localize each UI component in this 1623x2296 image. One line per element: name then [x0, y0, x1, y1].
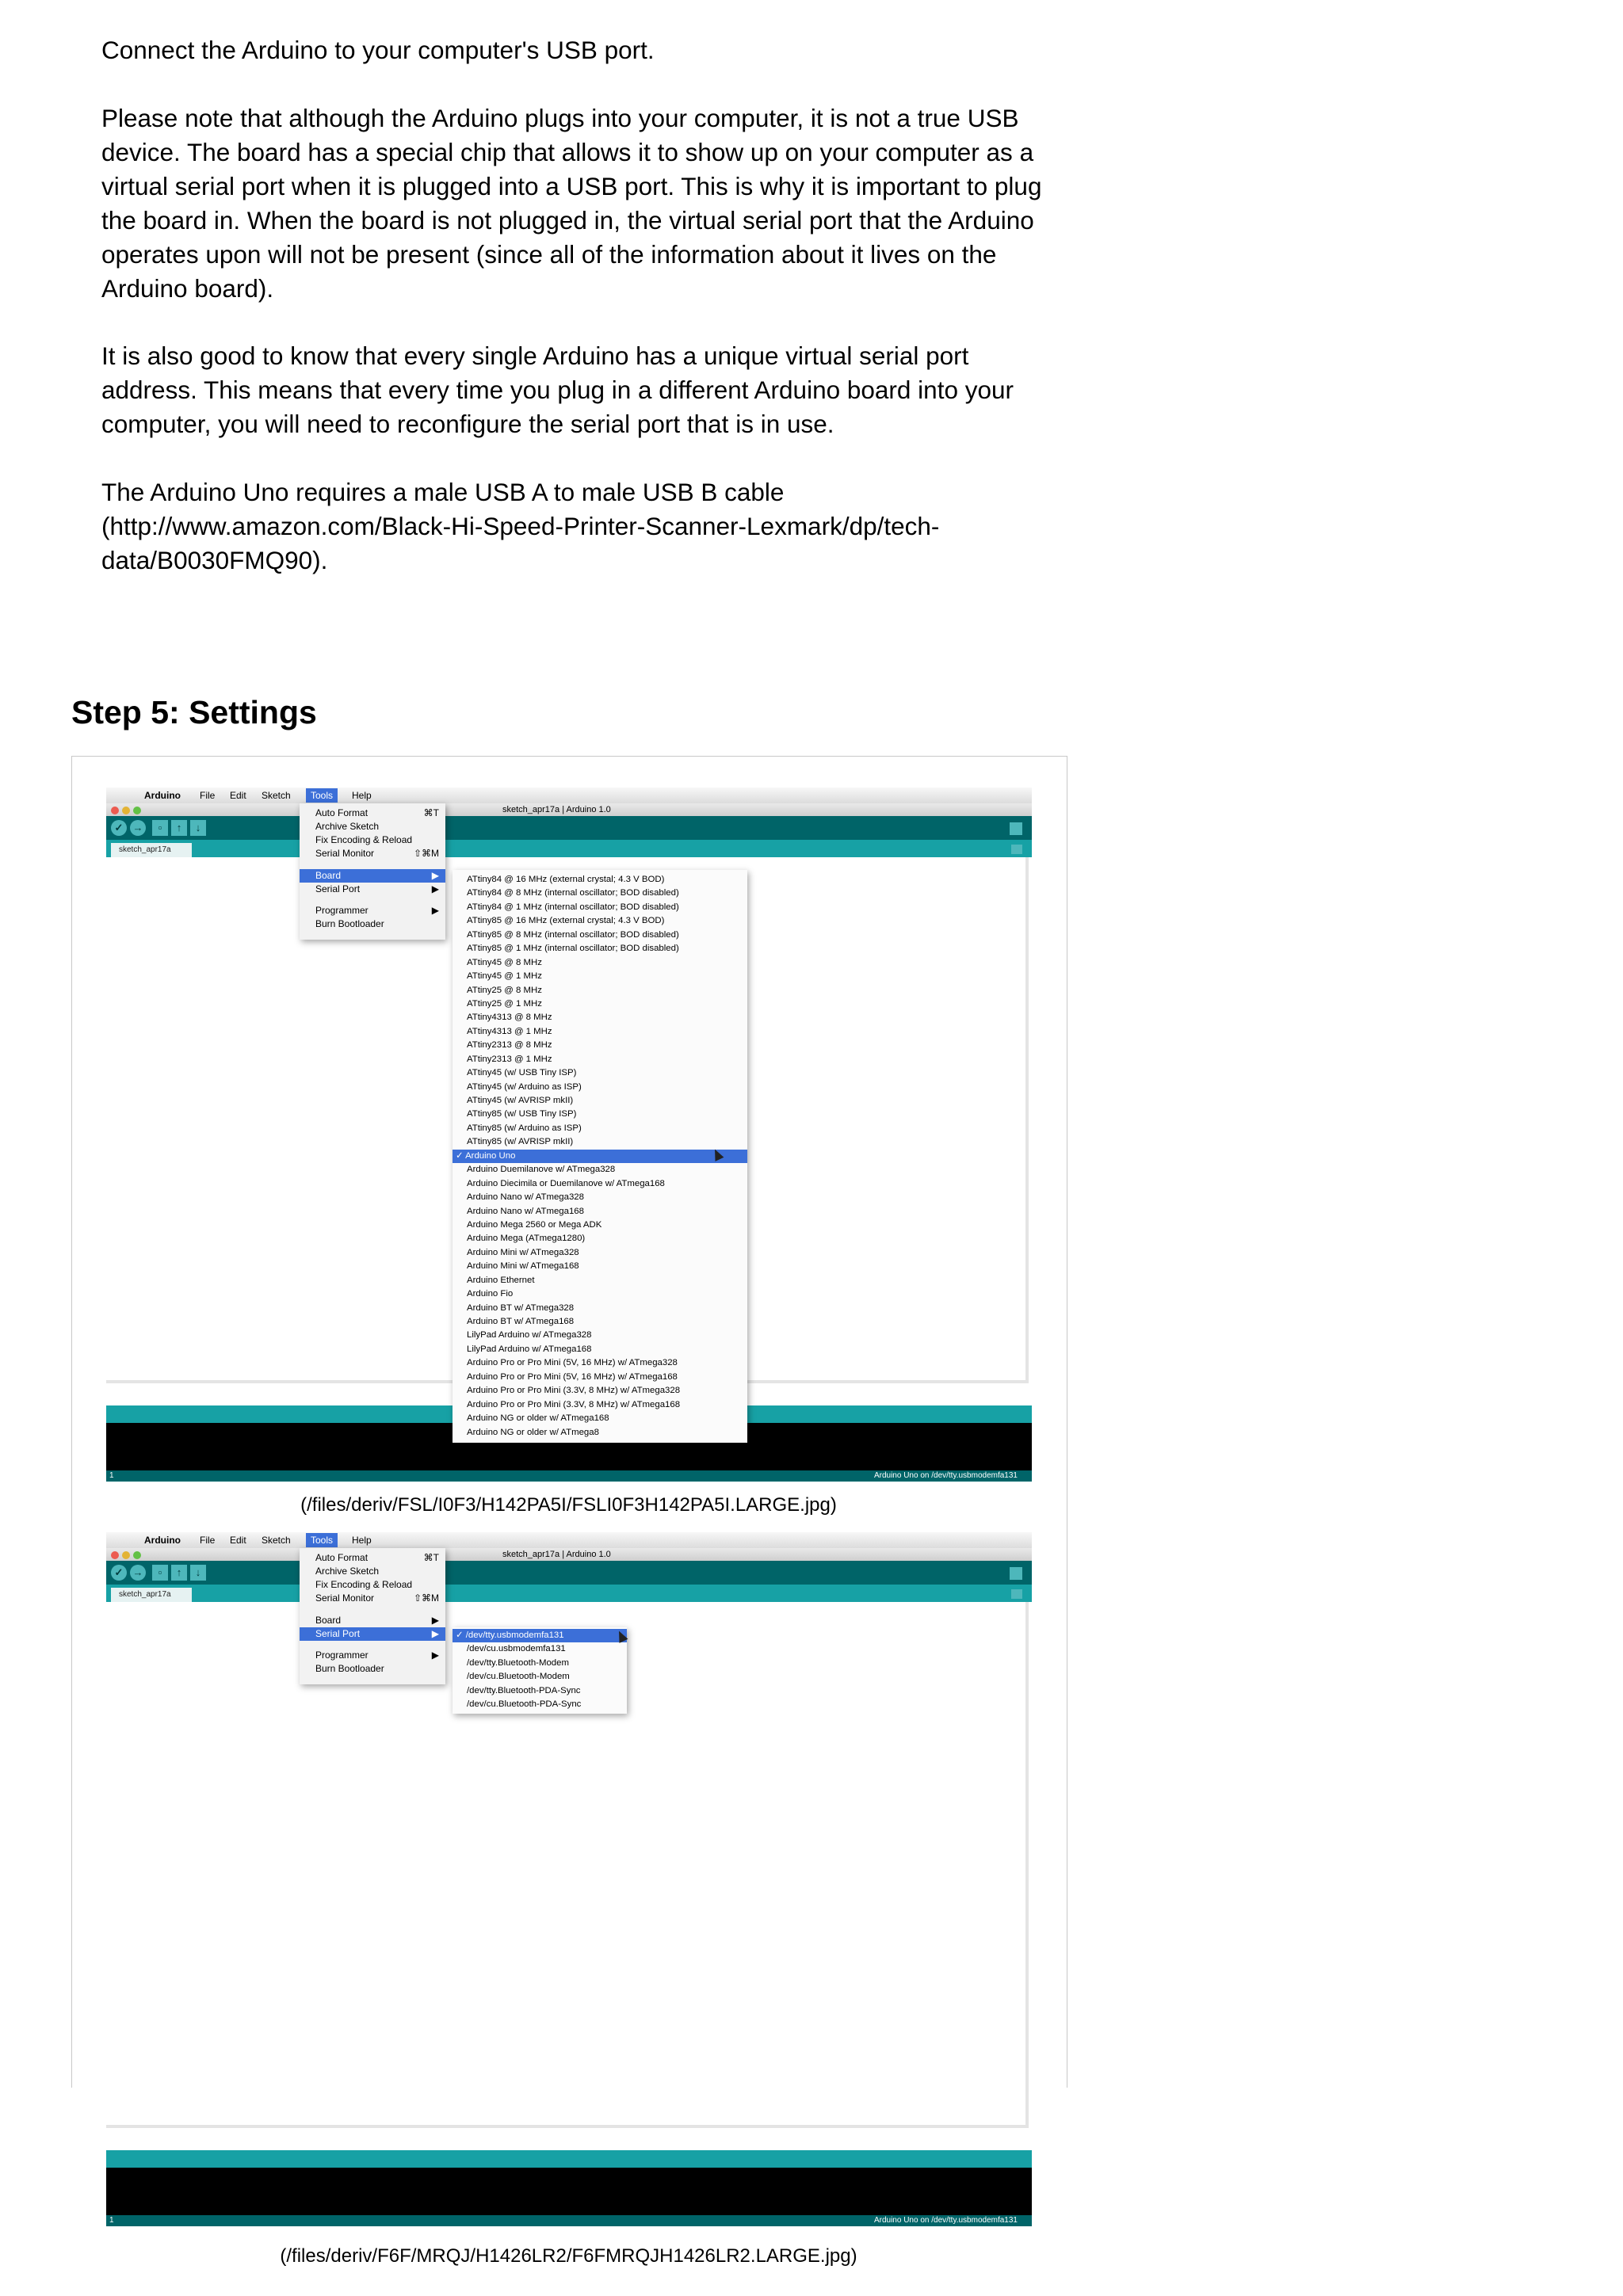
board-menu-item[interactable]: ATtiny84 @ 8 MHz (internal oscillator; BOD disabled)	[467, 888, 679, 898]
tab-row	[106, 840, 1032, 857]
board-menu-item[interactable]: Arduino Mini w/ ATmega328	[467, 1247, 579, 1257]
open-sketch-button[interactable]: ↑	[171, 1565, 187, 1581]
board-menu-item[interactable]: ATtiny4313 @ 8 MHz	[467, 1013, 552, 1023]
paragraph-connect: Connect the Arduino to your computer's USB port.	[101, 36, 655, 64]
submenu-arrow-icon: ▶	[431, 870, 439, 881]
menu-item-archive-sketch[interactable]: Archive Sketch	[315, 1566, 380, 1577]
mac-menubar	[106, 788, 1032, 804]
image-caption-1[interactable]: (/files/deriv/FSL/I0F3/H142PA5I/FSLI0F3H142PA5I.LARGE.jpg)	[300, 1494, 837, 1516]
board-menu-item[interactable]: Arduino Mega (ATmega1280)	[467, 1234, 586, 1244]
paragraph-serial-address: It is also good to know that every single Arduino has a unique virtual serial port address. This means that every time you plug in a different Arduino board into your computer, you will need to reconfigure the serial port that is in use.	[101, 341, 1014, 438]
board-menu-item[interactable]: ATtiny45 (w/ USB Tiny ISP)	[467, 1068, 577, 1078]
board-menu-item[interactable]: Arduino Nano w/ ATmega328	[467, 1192, 584, 1203]
board-menu-item[interactable]: Arduino NG or older w/ ATmega168	[467, 1413, 609, 1424]
upload-button[interactable]: →	[130, 1565, 146, 1581]
verify-button[interactable]: ✓	[111, 1565, 127, 1581]
menu-item-fix-encoding[interactable]: Fix Encoding & Reload	[315, 834, 413, 845]
submenu-arrow-icon: ▶	[431, 905, 439, 916]
board-menu-item[interactable]: Arduino Pro or Pro Mini (5V, 16 MHz) w/ ATmega328	[467, 1358, 678, 1368]
arduino-toolbar	[106, 1561, 1032, 1585]
menu-item-programmer[interactable]: Programmer ▶	[315, 1650, 439, 1661]
submenu-arrow-icon: ▶	[431, 1628, 439, 1639]
menu-item-programmer[interactable]: Programmer ▶	[315, 905, 439, 916]
menu-item-fix-encoding[interactable]: Fix Encoding & Reload	[315, 1579, 413, 1590]
tab-sketch[interactable]: sketch_apr17a	[111, 1588, 192, 1602]
arduino-screenshot-board	[106, 788, 1032, 1489]
board-menu-item[interactable]: ATtiny85 @ 8 MHz (internal oscillator; BOD disabled)	[467, 929, 679, 940]
submenu-arrow-icon: ▶	[431, 1650, 439, 1661]
status-bar	[106, 2150, 1032, 2168]
minimize-window-icon[interactable]	[122, 1551, 130, 1559]
board-menu-item[interactable]: ATtiny84 @ 16 MHz (external crystal; 4.3 V BOD)	[467, 875, 665, 884]
board-menu-item[interactable]: ATtiny4313 @ 1 MHz	[467, 1026, 552, 1036]
board-menu-item[interactable]: ATtiny2313 @ 1 MHz	[467, 1054, 552, 1064]
window-title: sketch_apr17a | Arduino 1.0	[502, 805, 611, 814]
menu-item-serial-port[interactable]: Serial Port ▶	[315, 883, 439, 894]
image-caption-2[interactable]: (/files/deriv/F6F/MRQJ/H1426LR2/F6FMRQJH1426LR2.LARGE.jpg)	[280, 2245, 857, 2267]
board-menu-item[interactable]: Arduino Mini w/ ATmega168	[467, 1261, 579, 1272]
menu-sketch[interactable]: Sketch	[262, 790, 291, 801]
board-menu-item[interactable]: ATtiny85 (w/ Arduino as ISP)	[467, 1123, 582, 1133]
window-titlebar	[106, 803, 1032, 816]
menu-item-serial-port[interactable]: Serial Port ▶	[300, 1627, 445, 1641]
window-titlebar	[106, 1548, 1032, 1561]
menu-item-archive-sketch[interactable]: Archive Sketch	[315, 821, 380, 832]
tools-menu	[300, 803, 445, 940]
menu-tools[interactable]: Tools	[306, 788, 338, 803]
tab-row	[106, 1585, 1032, 1602]
board-menu-item[interactable]: Arduino Ethernet	[467, 1275, 535, 1285]
board-menu-item[interactable]: Arduino Fio	[467, 1289, 514, 1299]
board-menu-item[interactable]: Arduino BT w/ ATmega168	[467, 1317, 575, 1326]
board-menu-item[interactable]: Arduino Duemilanove w/ ATmega328	[467, 1165, 616, 1175]
menu-arduino[interactable]: Arduino	[144, 790, 181, 801]
close-window-icon[interactable]	[111, 1551, 119, 1559]
board-menu-item[interactable]: LilyPad Arduino w/ ATmega168	[467, 1344, 592, 1354]
serial-monitor-icon[interactable]	[1010, 1567, 1022, 1580]
serial-port-submenu	[453, 1627, 627, 1714]
menu-item-burn-bootloader[interactable]: Burn Bootloader	[315, 918, 384, 929]
board-menu-item[interactable]: Arduino Pro or Pro Mini (5V, 16 MHz) w/ ATmega168	[467, 1371, 678, 1382]
menu-file[interactable]: File	[200, 1535, 216, 1546]
menu-help[interactable]: Help	[352, 790, 372, 801]
line-number: 1	[109, 1471, 114, 1480]
serial-port-menu-item[interactable]: /dev/tty.Bluetooth-Modem	[467, 1657, 569, 1668]
serial-port-menu-item[interactable]: ✓ /dev/tty.usbmodemfa131	[453, 1629, 627, 1642]
window-title: sketch_apr17a | Arduino 1.0	[502, 1550, 611, 1559]
step-title: Step 5: Settings	[71, 694, 317, 730]
board-menu-item[interactable]: ATtiny45 @ 8 MHz	[467, 957, 542, 967]
menu-file[interactable]: File	[200, 790, 216, 801]
serial-port-menu-item[interactable]: /dev/cu.Bluetooth-Modem	[467, 1672, 570, 1682]
menu-arduino[interactable]: Arduino	[144, 1535, 181, 1546]
save-sketch-button[interactable]: ↓	[190, 1565, 206, 1581]
verify-button[interactable]: ✓	[111, 820, 127, 836]
board-menu-item[interactable]: ATtiny25 @ 8 MHz	[467, 985, 542, 995]
paragraph-cable: The Arduino Uno requires a male USB A to male USB B cable (http://www.amazon.com/Black-Hi-Speed-Printer-Scanner-Lexmark/dp/tech-data/B0030FMQ90).	[101, 478, 940, 574]
board-submenu	[453, 870, 747, 1443]
serial-port-menu-item[interactable]: /dev/cu.Bluetooth-PDA-Sync	[467, 1699, 582, 1710]
arduino-screenshot-serial-port	[106, 1532, 1032, 2234]
console-area	[106, 2168, 1032, 2215]
board-menu-item[interactable]: Arduino Pro or Pro Mini (3.3V, 8 MHz) w/ ATmega328	[467, 1386, 681, 1396]
serial-port-menu-item[interactable]: /dev/tty.Bluetooth-PDA-Sync	[467, 1685, 581, 1695]
board-port-info: Arduino Uno on /dev/tty.usbmodemfa131	[873, 1471, 1018, 1480]
menu-item-board[interactable]: Board ▶	[300, 869, 445, 883]
board-menu-item[interactable]: Arduino NG or older w/ ATmega8	[467, 1427, 599, 1437]
menu-item-serial-monitor[interactable]: Serial Monitor ⇧⌘M	[315, 848, 439, 859]
menu-edit[interactable]: Edit	[230, 790, 246, 801]
mac-menubar	[106, 1532, 1032, 1549]
board-menu-item[interactable]: ATtiny45 (w/ Arduino as ISP)	[467, 1081, 582, 1092]
board-menu-item[interactable]: ATtiny85 (w/ USB Tiny ISP)	[467, 1109, 577, 1119]
menu-sketch[interactable]: Sketch	[262, 1535, 291, 1546]
line-number: 1	[109, 2216, 114, 2225]
board-port-info: Arduino Uno on /dev/tty.usbmodemfa131	[873, 2216, 1018, 2225]
board-menu-item[interactable]: ATtiny45 @ 1 MHz	[467, 971, 542, 982]
menu-item-serial-monitor[interactable]: Serial Monitor ⇧⌘M	[315, 1592, 439, 1604]
board-menu-item[interactable]: Arduino Nano w/ ATmega168	[467, 1206, 584, 1216]
zoom-window-icon[interactable]	[133, 1551, 141, 1559]
new-sketch-button[interactable]: ▫	[152, 1565, 168, 1581]
menu-item-auto-format[interactable]: Auto Format ⌘T	[315, 1552, 439, 1563]
board-menu-item[interactable]: Arduino Mega 2560 or Mega ADK	[467, 1219, 602, 1230]
board-menu-item[interactable]: ATtiny85 @ 16 MHz (external crystal; 4.3 V BOD)	[467, 916, 665, 926]
footer-bar	[106, 1470, 1032, 1482]
tools-menu	[300, 1548, 445, 1684]
menu-item-auto-format[interactable]: Auto Format ⌘T	[315, 807, 439, 818]
tab-menu-icon[interactable]	[1011, 1589, 1022, 1599]
board-menu-item[interactable]: ATtiny45 (w/ AVRISP mkII)	[467, 1096, 574, 1105]
save-sketch-button[interactable]: ↓	[190, 820, 206, 836]
open-sketch-button[interactable]: ↑	[171, 820, 187, 836]
board-menu-item[interactable]: ATtiny84 @ 1 MHz (internal oscillator; BOD disabled)	[467, 902, 679, 912]
serial-port-menu-item[interactable]: /dev/cu.usbmodemfa131	[467, 1644, 566, 1654]
upload-button[interactable]: →	[130, 820, 146, 836]
menu-item-burn-bootloader[interactable]: Burn Bootloader	[315, 1663, 384, 1674]
arduino-toolbar	[106, 816, 1032, 840]
menu-help[interactable]: Help	[352, 1535, 372, 1546]
board-menu-item[interactable]: ATtiny85 (w/ AVRISP mkII)	[467, 1137, 574, 1147]
board-menu-item[interactable]: LilyPad Arduino w/ ATmega328	[467, 1330, 592, 1341]
board-menu-item[interactable]: ATtiny25 @ 1 MHz	[467, 998, 542, 1009]
zoom-window-icon[interactable]	[133, 807, 141, 814]
board-menu-item[interactable]: Arduino Diecimila or Duemilanove w/ ATmega168	[467, 1178, 665, 1188]
serial-monitor-icon[interactable]	[1010, 822, 1022, 835]
tab-menu-icon[interactable]	[1011, 845, 1022, 854]
minimize-window-icon[interactable]	[122, 807, 130, 814]
submenu-arrow-icon: ▶	[431, 883, 439, 894]
tab-sketch[interactable]: sketch_apr17a	[111, 843, 192, 857]
board-menu-item[interactable]: ATtiny2313 @ 8 MHz	[467, 1040, 552, 1051]
board-menu-item[interactable]: Arduino Pro or Pro Mini (3.3V, 8 MHz) w/ ATmega168	[467, 1399, 681, 1409]
board-menu-item[interactable]: ✓ Arduino Uno	[453, 1150, 747, 1163]
board-menu-item[interactable]: ATtiny85 @ 1 MHz (internal oscillator; BOD disabled)	[467, 944, 679, 954]
menu-item-board[interactable]: Board ▶	[315, 1615, 439, 1626]
menu-tools[interactable]: Tools	[306, 1533, 338, 1547]
footer-bar	[106, 2215, 1032, 2226]
close-window-icon[interactable]	[111, 807, 119, 814]
new-sketch-button[interactable]: ▫	[152, 820, 168, 836]
board-menu-item[interactable]: Arduino BT w/ ATmega328	[467, 1302, 575, 1313]
paragraph-usb-note: Please note that although the Arduino plugs into your computer, it is not a true USB device. The board has a special chip that allows it to show up on your computer as a virtual serial port when it is plugged into a USB port. This is why it is important to plug the board in. When the board is not plugged in, the virtual serial port that the Arduino operates upon will not be present (since all of the information about it lives on the Arduino board).	[101, 104, 1042, 303]
submenu-arrow-icon: ▶	[431, 1615, 439, 1626]
menu-edit[interactable]: Edit	[230, 1535, 246, 1546]
